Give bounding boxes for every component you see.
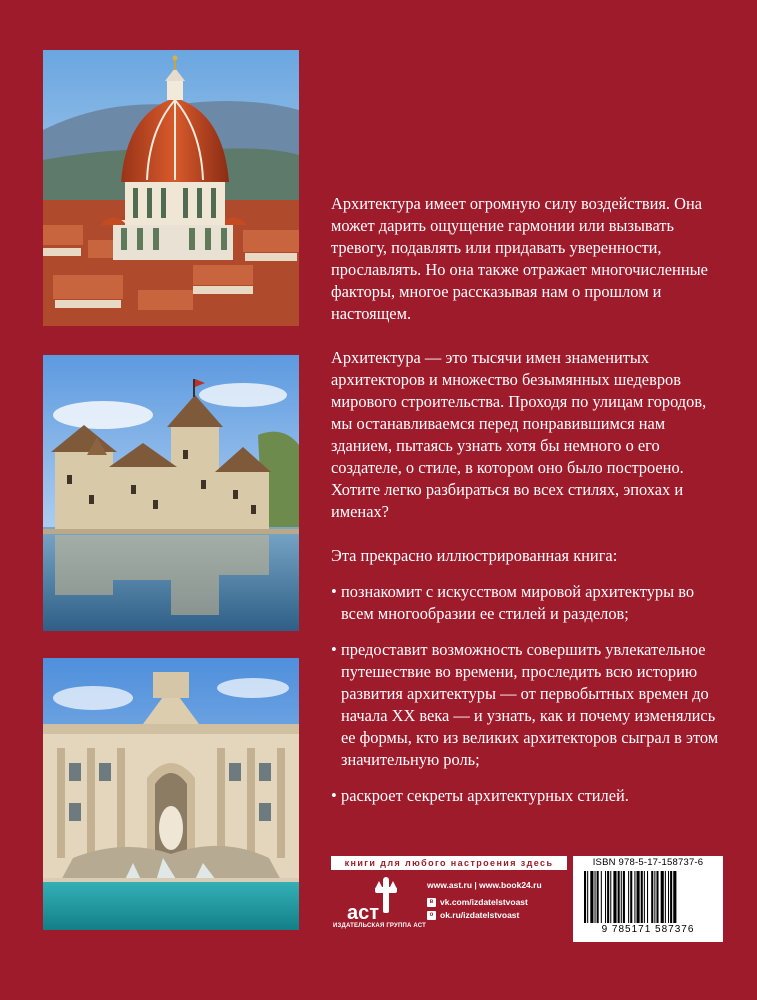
logo-caption: ИЗДАТЕЛЬСКАЯ ГРУППА АСТ [333,923,427,929]
websites-link[interactable]: www.ast.ru | www.book24.ru [427,880,542,890]
barcode-icon [580,869,716,925]
ast-logo-icon [345,877,407,923]
vk-icon: в [427,898,436,907]
publisher-links [427,879,542,922]
feature-list [331,581,723,807]
list-item: • раскроет секреты архитектурных стилей. [331,785,723,807]
intro-line: Эта прекрасно иллюстрированная книга: [331,546,618,565]
list-item: • предоставит возможность совершить увлекательное путешествие во времени, проследить всю историю развития архитектуры — от первобытных времен до начала XX века — и узнать, как и почему изменялись ее формы, кто из великих архитекторов сыграл в этом значительную роль; [331,639,723,771]
barcode-digits: 9 785171 587376 [601,924,695,935]
description-text [331,193,723,821]
slogan-bar: книги для любого настроения здесь [331,856,567,870]
logo-text: аст [347,902,380,923]
isbn-barcode [573,856,723,942]
vk-link[interactable]: vk.com/izdatelstvoast [440,897,528,907]
paragraph-2: Архитектура — это тысячи имен знаменитых архитекторов и множество безымянных шедевров мирового строительства. Проходя по улицам городов, мы останавливаемся перед понравившимся нам зданием, пытаясь узнать хотя бы немного о его создателе, о стиле, в котором оно было построено. Хотите легко разбираться во всех стилях, эпохах и именах? [331,348,707,521]
photo-florence-cathedral [43,50,299,326]
publisher-logo [333,877,427,937]
ok-icon: о [427,911,436,920]
ok-link[interactable]: ok.ru/izdatelstvoast [440,910,520,920]
photo-trevi-fountain [43,658,299,930]
list-item: • познакомит с искусством мировой архитектуры во всем многообразии ее стилей и разделов; [331,581,723,625]
photo-chillon-castle [43,355,299,631]
isbn-label: ISBN 978-5-17-158737-6 [592,857,704,868]
paragraph-1: Архитектура имеет огромную силу воздействия. Она может дарить ощущение гармонии или вызывать тревогу, подавлять или придавать уверенности, прославлять. Но она также отражает многочисленные факторы, многое рассказывая нам о прошлом и настоящем. [331,194,708,323]
